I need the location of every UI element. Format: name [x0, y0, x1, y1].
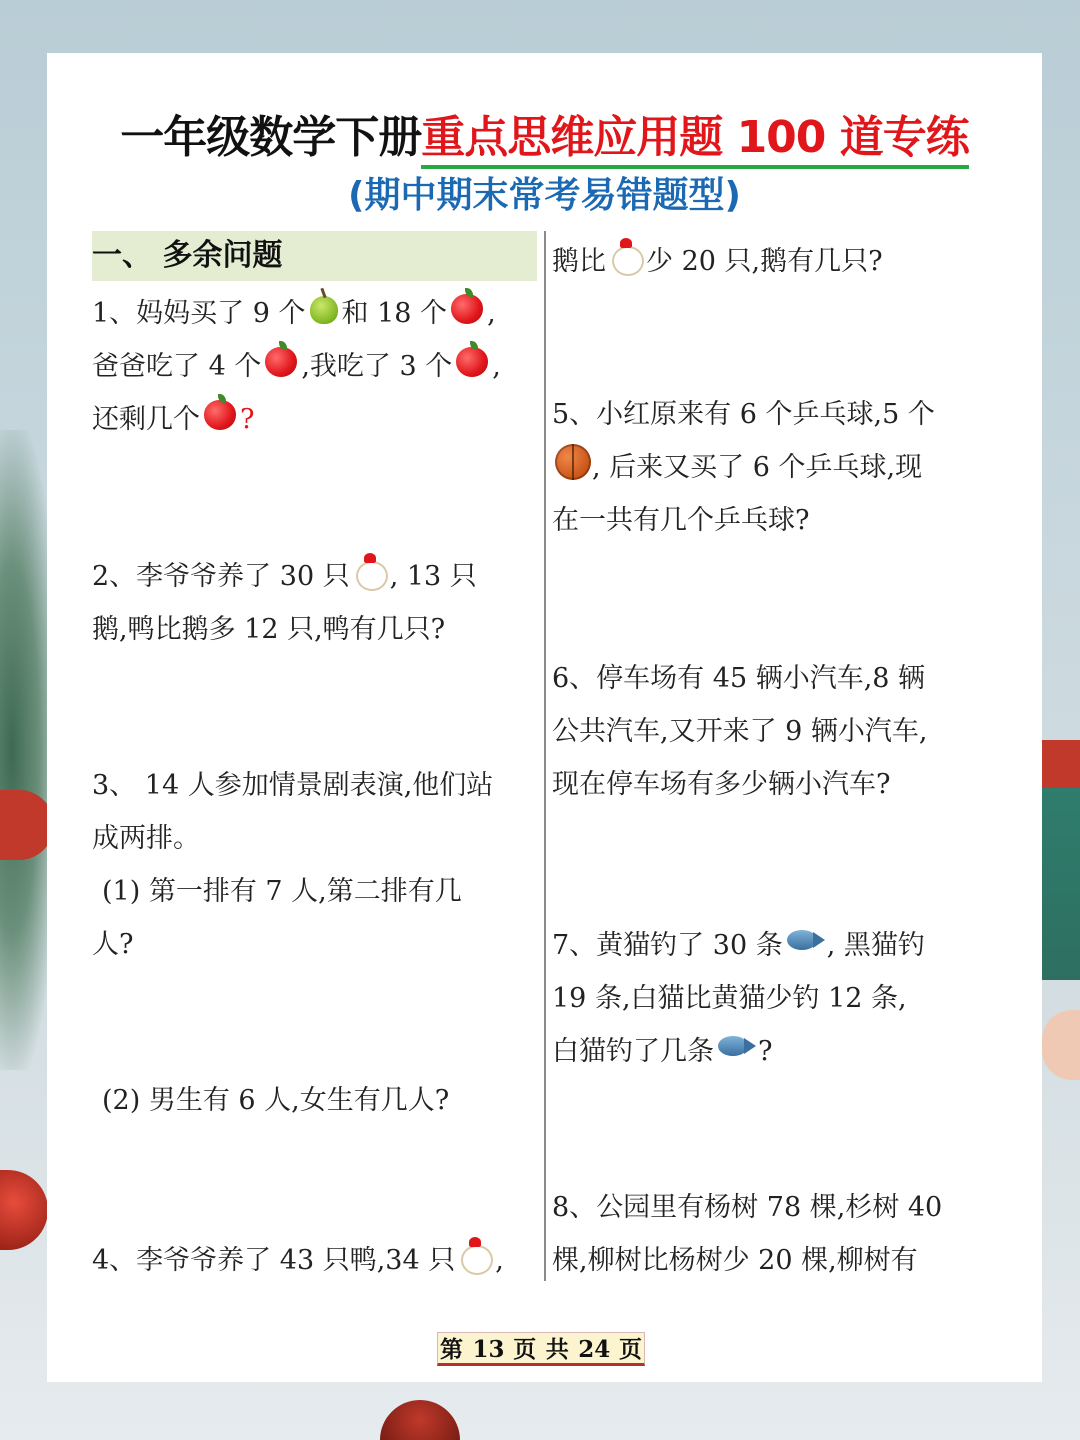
- question-4-text: 少 20 只,鹅有几只?: [646, 246, 883, 277]
- fish-icon: [785, 920, 825, 958]
- hen-icon: [457, 1235, 493, 1273]
- worksheet-page: [47, 53, 1042, 1382]
- question-7-text: ?: [758, 1036, 773, 1067]
- page-subtitle: (期中期末常考易错题型): [348, 175, 741, 216]
- question-4-text: 4、李爷爷养了 43 只鸭,34 只: [92, 1245, 456, 1276]
- question-2-text: , 13 只: [389, 561, 477, 592]
- question-4-text: ,: [495, 1245, 504, 1276]
- question-8-text: 棵,柳树比杨树少 20 棵,柳树有: [552, 1245, 918, 1276]
- question-6: [552, 652, 997, 811]
- question-6-text: 公共汽车,又开来了 9 辆小汽车,: [552, 716, 928, 747]
- question-1-text: 爸爸吃了 4 个: [92, 351, 262, 382]
- question-1-text: 还剩几个: [92, 404, 200, 435]
- apple-icon: [263, 341, 299, 379]
- apple-icon: [449, 288, 485, 326]
- question-7-text: 19 条,白猫比黄猫少钓 12 条,: [552, 983, 907, 1014]
- question-3-sub-2-text: (2) 男生有 6 人,女生有几人?: [102, 1085, 450, 1116]
- hen-icon: [352, 551, 388, 589]
- question-3: [92, 759, 542, 971]
- question-5-text: , 后来又买了 6 个乒乓球,现: [592, 452, 923, 483]
- section-heading: 一、 多余问题: [92, 231, 537, 281]
- question-3-sub-2: [102, 1074, 542, 1127]
- question-5-text: 5、小红原来有 6 个乒乓球,5 个: [552, 399, 935, 430]
- question-1-text: 1、妈妈买了 9 个: [92, 298, 306, 329]
- fish-icon: [716, 1026, 756, 1064]
- question-3-text: 3、 14 人参加情景剧表演,他们站: [92, 770, 494, 801]
- title-part-red: 重点思维应用题 100 道专练: [421, 112, 968, 169]
- question-3-text: 成两排。: [92, 823, 200, 854]
- question-2: [92, 550, 542, 656]
- background-gift-box: [1040, 740, 1080, 980]
- question-8-text: 8、公园里有杨树 78 棵,杉树 40: [552, 1192, 943, 1223]
- question-1-text: 和 18 个: [341, 298, 448, 329]
- page-title: [47, 103, 1042, 173]
- question-7-text: 白猫钓了几条: [552, 1036, 714, 1067]
- background-hand: [1042, 1010, 1080, 1080]
- question-4-text: 鹅比: [552, 246, 606, 277]
- page-number: 第 13 页 共 24 页: [437, 1332, 645, 1366]
- question-6-text: 现在停车场有多少辆小汽车?: [552, 769, 891, 800]
- question-4: [92, 1234, 542, 1287]
- question-8: [552, 1181, 997, 1287]
- apple-icon: [454, 341, 490, 379]
- column-divider: [544, 231, 546, 1281]
- question-3-sub-1: 人?: [92, 929, 134, 960]
- question-5-text: 在一共有几个乒乓球?: [552, 505, 810, 536]
- question-3-sub-1: (1) 第一排有 7 人,第二排有几: [102, 876, 462, 907]
- apple-icon: [202, 394, 238, 432]
- question-2-text: 2、李爷爷养了 30 只: [92, 561, 350, 592]
- background-ornament-ball: [0, 1170, 48, 1250]
- question-1-text: ,: [492, 351, 501, 382]
- question-7: [552, 919, 997, 1078]
- question-1-text: ,我吃了 3 个: [301, 351, 453, 382]
- question-7-text: 7、黄猫钓了 30 条: [552, 930, 783, 961]
- question-1: [92, 287, 542, 446]
- basketball-icon: [554, 442, 590, 480]
- question-6-text: 6、停车场有 45 辆小汽车,8 辆: [552, 663, 926, 694]
- question-2-text: 鹅,鸭比鹅多 12 只,鸭有几只?: [92, 614, 446, 645]
- question-5: [552, 388, 997, 547]
- hen-icon: [608, 236, 644, 274]
- background-ornament: [380, 1400, 460, 1440]
- pear-icon: [308, 288, 340, 326]
- question-mark: ?: [240, 404, 255, 435]
- question-1-text: ,: [487, 298, 496, 329]
- question-4-continued: [552, 235, 997, 288]
- question-7-text: , 黑猫钓: [826, 930, 925, 961]
- title-part-black: 一年级数学下册: [120, 112, 422, 163]
